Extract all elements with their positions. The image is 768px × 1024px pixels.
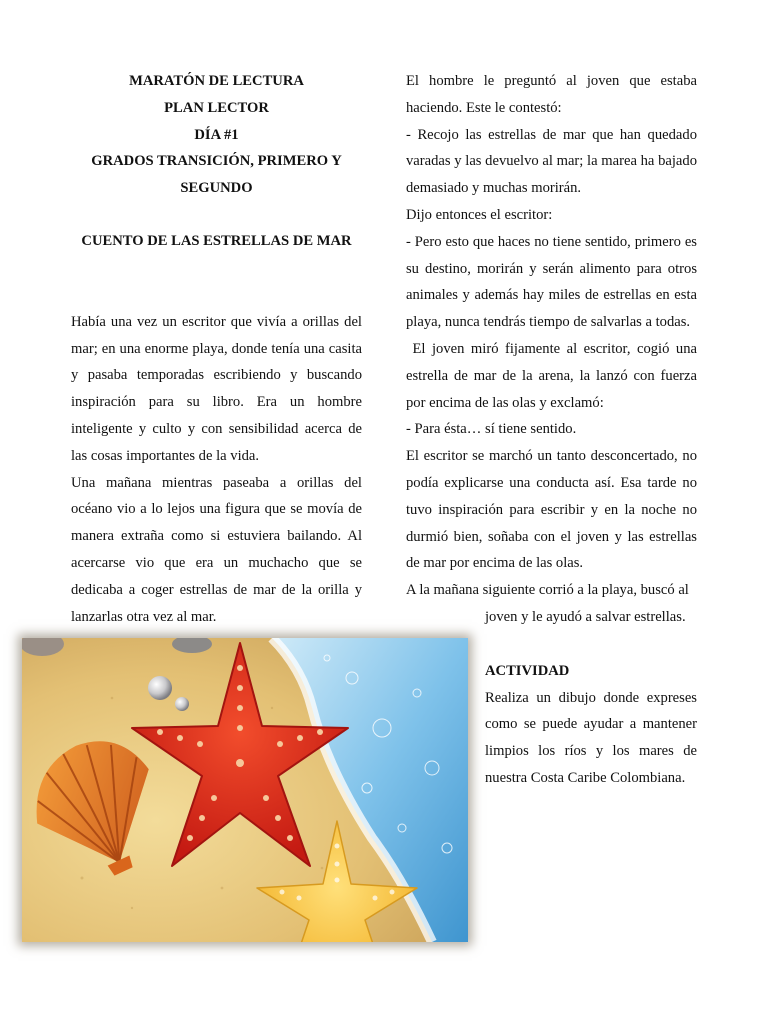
paragraph: Una mañana mientras paseaba a orillas del océano vio a lo lejos una figura que se movía de manera extraña como si estuviera bailando. Al acercarse vio que era un muchacho que se dedicaba a coger estrellas de mar de la orilla y lanzarlas otra vez al mar. bbox=[71, 474, 362, 625]
heading-line: MARATÓN DE LECTURA bbox=[129, 73, 304, 89]
heading-line: PLAN LECTOR bbox=[164, 99, 269, 116]
paragraph: - Para ésta… sí tiene sentido. bbox=[406, 421, 577, 438]
story-title: CUENTO DE LAS ESTRELLAS DE MAR bbox=[81, 232, 352, 249]
paragraph: Había una vez un escritor que vivía a orillas del mar; en una enorme playa, donde tenía una casita y pasaba temporadas escribiendo y buscando inspiración para su libro. Era un hombre inteligente y culto y con sensibilidad acerca de las cosas importantes de la vida. bbox=[71, 313, 362, 464]
wrapped-text-block bbox=[485, 604, 697, 792]
heading-line: GRADOS TRANSICIÓN, PRIMERO Y bbox=[91, 153, 342, 170]
activity-text: Realiza un dibujo donde expreses como se puede ayudar a mantener limpios los ríos y los mares de nuestra Costa Caribe Colombiana. bbox=[485, 689, 697, 786]
paragraph: - Pero esto que haces no tiene sentido, primero es su destino, morirán y serán alimento para otros animales y además hay miles de estrellas en esta playa, nunca tendrás tiempo de salvarlas a todas. bbox=[406, 233, 697, 331]
paragraph: El escritor se marchó un tanto desconcertado, no podía explicarse una conducta así. Esa tarde no tuvo inspiración para escribir y en la noche no durmió bien, soñaba con el joven y las estrellas de mar por encima de las olas. bbox=[406, 448, 697, 572]
paragraph: El hombre le preguntó al joven que estaba haciendo. Este le contestó: bbox=[406, 73, 697, 116]
paragraph: A la mañana siguiente corrió a la playa, buscó al bbox=[406, 582, 689, 599]
activity-title: ACTIVIDAD bbox=[485, 662, 570, 679]
left-column bbox=[71, 68, 362, 630]
paragraph: El joven miró fijamente al escritor, cogió una estrella de mar de la arena, la lanzó con fuerza por encima de las olas y exclamó: bbox=[406, 340, 701, 411]
heading-line: SEGUNDO bbox=[180, 180, 253, 197]
beach-illustration bbox=[22, 638, 468, 942]
paragraph-continuation: joven y le ayudó a salvar estrellas. bbox=[485, 608, 686, 625]
paragraph: - Recojo las estrellas de mar que han quedado varadas y las devuelvo al mar; la marea ha bajado demasiado y muchas morirán. bbox=[406, 126, 697, 197]
document-heading bbox=[71, 68, 362, 202]
paragraph: Dijo entonces el escritor: bbox=[406, 206, 553, 223]
heading-line: DÍA #1 bbox=[194, 126, 239, 143]
